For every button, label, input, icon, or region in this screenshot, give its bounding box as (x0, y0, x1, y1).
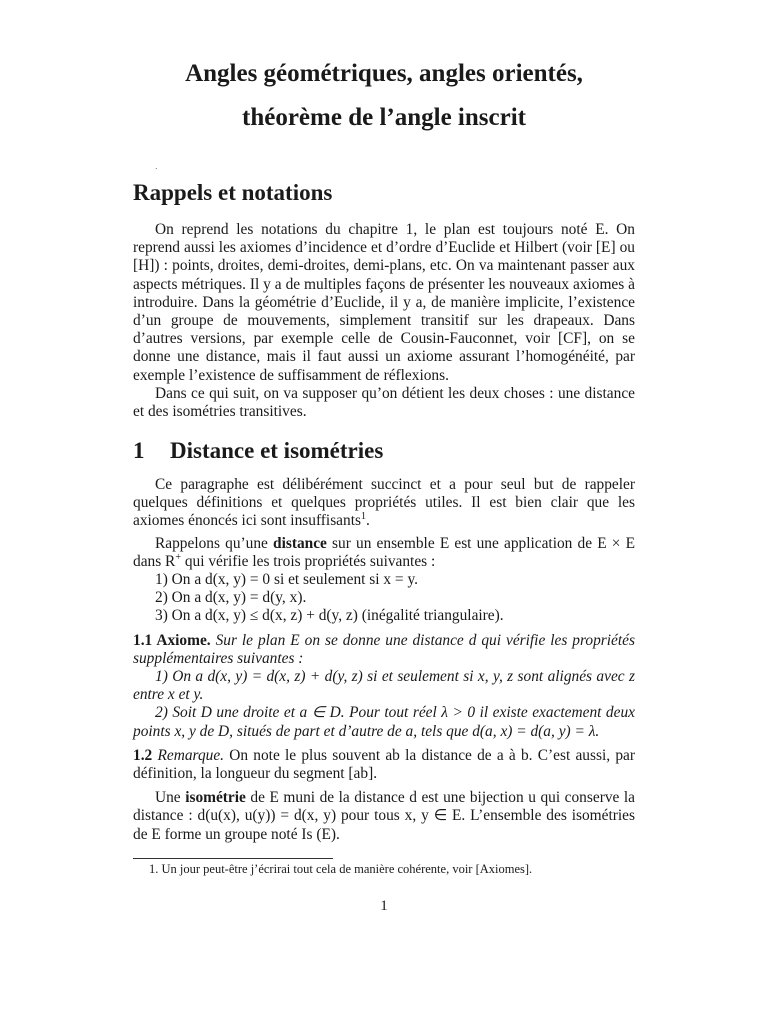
title-line-1: Angles géométriques, angles orientés, (185, 60, 583, 87)
term-distance: distance (273, 534, 327, 552)
remark-1-2: 1.2 Remarque. On note le plus souvent ab la distance de a à b. C’est aussi, par définition, la longueur du segment [ab]. (133, 746, 635, 783)
title-line-2: théorème de l’angle inscrit (242, 104, 526, 131)
stray-dot: . (155, 162, 158, 171)
distance-definition: Rappelons qu’une distance sur un ensemble E est une application de E × E dans R+ qui vérifie les trois propriétés suivantes : (133, 534, 635, 570)
footnote-rule (133, 858, 333, 859)
rappels-paragraph-1: On reprend les notations du chapitre 1, le plan est toujours noté E. On reprend aussi les axiomes d’incidence et d’ordre d’Euclide et Hilbert (voir [E] ou [H]) : points, droites, demi-droites, demi-plans, etc. On va maintenant passer aux aspects métriques. Il y a de multiples façons de présenter les nouveaux axiomes à introduire. Dans la géométrie d’Euclide, il y a, de manière implicite, l’existence d’un groupe de mouvements, simplement transitif sur les drapeaux. Dans d’autres versions, par exemple celle de Cousin-Fauconnet, voir [CF], on se donne une distance, mais il faut aussi un axiome assurant l’homogénéité, par exemple l’existence de suffisamment de réflexions. (133, 221, 635, 384)
axiom-item-1: 1) On a d(x, y) = d(x, z) + d(y, z) si et seulement si x, y, z sont alignés avec z entre x et y. (133, 668, 635, 704)
section-1-body (133, 476, 635, 844)
section-title: Distance et isométries (170, 438, 384, 463)
section-heading-1 (133, 438, 383, 464)
section-heading-rappels: Rappels et notations (133, 180, 333, 205)
property-3: 3) On a d(x, y) ≤ d(x, z) + d(y, z) (inégalité triangulaire). (155, 607, 504, 625)
axiom-label: 1.1 Axiome. (133, 631, 211, 649)
axiom-1-1: 1.1 Axiome. Sur le plan E on se donne une distance d qui vérifie les propriétés supplémentaires suivantes : (133, 631, 635, 667)
term-isometrie: isométrie (185, 789, 246, 807)
rappels-body (133, 221, 635, 421)
rappels-paragraph-2: Dans ce qui suit, on va supposer qu’on détient les deux choses : une distance et des isométries transitives. (133, 384, 635, 421)
property-2: 2) On a d(x, y) = d(y, x). (155, 589, 307, 607)
footnote: 1. Un jour peut-être j’écrirai tout cela de manière cohérente, voir [Axiomes]. (149, 862, 533, 876)
property-1: 1) On a d(x, y) = 0 si et seulement si x = y. (155, 571, 418, 589)
page-number: 1 (380, 898, 388, 914)
section-number: 1 (133, 438, 145, 463)
footnote-ref[interactable]: 1 (360, 511, 366, 523)
axiom-item-2: 2) Soit D une droite et a ∈ D. Pour tout réel λ > 0 il existe exactement deux points x, y de D, situés de part et d’autre de a, tels que d(a, x) = d(a, y) = λ. (133, 704, 635, 740)
section-1-paragraph-1: Ce paragraphe est délibérément succinct et a pour seul but de rappeler quelques définitions et quelques propriétés utiles. Il est bien clair que les axiomes énoncés ici sont insuffisants$^1$. (133, 476, 635, 530)
isometry-definition: Une isométrie de E muni de la distance d est une bijection u qui conserve la distance : d(u(x), u(y)) = d(x, y) pour tous x, y ∈ E. L’ensemble des isométries de E forme un groupe noté Is (E). (133, 789, 635, 843)
